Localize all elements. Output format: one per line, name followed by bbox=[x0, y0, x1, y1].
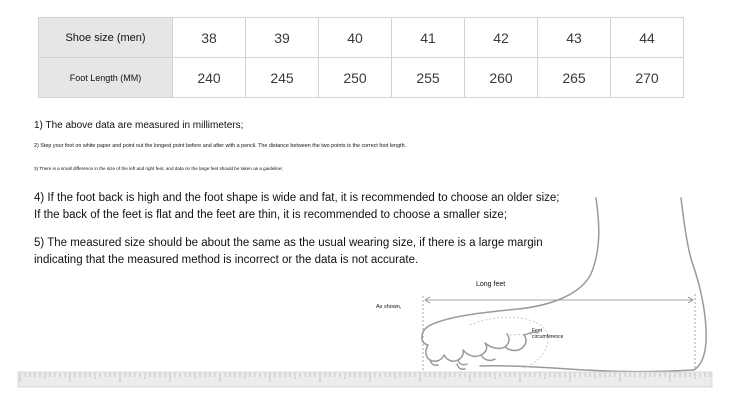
circumference-label-line-1: Feet bbox=[532, 328, 543, 334]
foot-length-header: Foot Length (MM) bbox=[39, 58, 173, 98]
as-shown-label: As shown, bbox=[376, 304, 402, 310]
ruler bbox=[18, 372, 712, 387]
foot-length-cell: 270 bbox=[611, 58, 684, 98]
long-feet-label: Long feet bbox=[476, 281, 506, 288]
shoe-size-cell: 44 bbox=[611, 18, 684, 58]
foot-measurement-diagram bbox=[0, 190, 750, 405]
shoe-size-cell: 41 bbox=[392, 18, 465, 58]
shoe-size-cell: 42 bbox=[465, 18, 538, 58]
shoe-size-cell: 43 bbox=[538, 18, 611, 58]
note-1: 1) The above data are measured in millimeters; bbox=[34, 120, 244, 131]
note-3: 3) There is a small difference in the size of the left and right feet, and data on the large feet should be taken as a guideline; bbox=[34, 166, 283, 171]
note-4-line-1: 4) If the foot back is high and the foot shape is wide and fat, it is recommended to choose an older size; bbox=[34, 192, 560, 204]
foot-length-cell: 255 bbox=[392, 58, 465, 98]
foot-outline bbox=[422, 198, 706, 372]
shoe-size-row bbox=[39, 18, 684, 58]
shoe-size-cell: 39 bbox=[246, 18, 319, 58]
foot-length-cell: 245 bbox=[246, 58, 319, 98]
shoe-size-cell: 40 bbox=[319, 18, 392, 58]
note-4-line-2: If the back of the feet is flat and the feet are thin, it is recommended to choose a smaller size; bbox=[34, 209, 508, 221]
foot-length-cell: 250 bbox=[319, 58, 392, 98]
foot-length-cell: 265 bbox=[538, 58, 611, 98]
foot-length-cell: 260 bbox=[465, 58, 538, 98]
circumference-label-line-2: circumference bbox=[532, 334, 564, 340]
note-5-line-2: indicating that the measured method is incorrect or the data is not accurate. bbox=[34, 254, 419, 266]
foot-length-row bbox=[39, 58, 684, 98]
note-5-line-1: 5) The measured size should be about the same as the usual wearing size, if there is a large margin bbox=[34, 237, 543, 249]
size-chart-table bbox=[38, 17, 684, 98]
foot-length-cell: 240 bbox=[173, 58, 246, 98]
shoe-size-header: Shoe size (men) bbox=[39, 18, 173, 58]
note-2: 2) Step your foot on white paper and point out the longest point before and after with a pencil. The distance between the two points is the correct foot length. bbox=[34, 143, 407, 149]
feet-circumference-label bbox=[532, 328, 563, 340]
shoe-size-cell: 38 bbox=[173, 18, 246, 58]
